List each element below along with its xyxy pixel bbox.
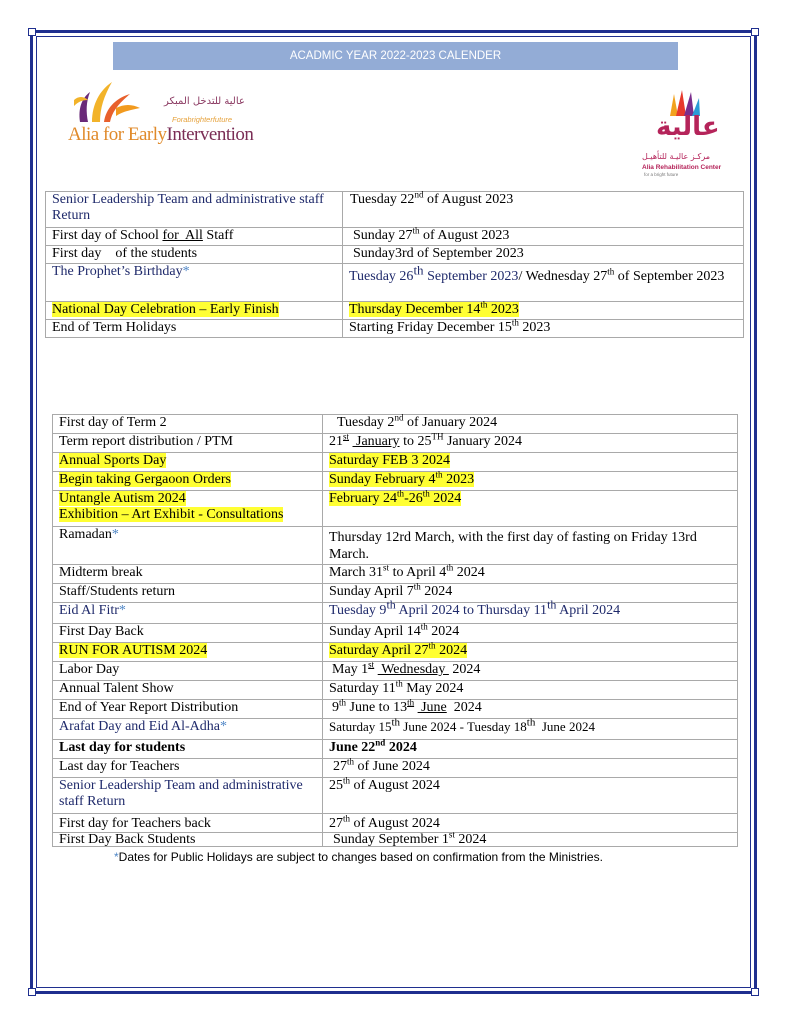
date-cell: 21st January to 25TH January 2024 xyxy=(323,434,738,453)
date-cell: May 1st Wednesday 2024 xyxy=(323,662,738,681)
alia-early-intervention-logo xyxy=(68,78,254,150)
date-cell: Sunday February 4th 2023 xyxy=(323,472,738,491)
date-cell: 25th of August 2024 xyxy=(323,778,738,814)
event-cell: Midterm break xyxy=(53,565,323,584)
event-cell xyxy=(53,643,323,662)
event-cell: Labor Day xyxy=(53,662,323,681)
corner-ornament xyxy=(28,988,36,996)
event-cell: Eid Al Fitr* xyxy=(53,603,323,624)
table-row xyxy=(46,246,744,264)
table-row xyxy=(53,434,738,453)
highlighted-event: Annual Sports Day xyxy=(59,453,167,468)
highlighted-event: Begin taking Gergaoon Orders xyxy=(59,472,231,487)
event-cell: Senior Leadership Team and administrative staff Return xyxy=(46,192,343,228)
event-cell: Last day for students xyxy=(53,740,323,759)
corner-ornament xyxy=(751,988,759,996)
table-row xyxy=(46,264,744,302)
logo-tagline: Forabrighterfuture xyxy=(172,115,233,124)
table-row xyxy=(53,681,738,700)
logo-wordmark-part-b: Intervention xyxy=(166,124,254,145)
date-cell: 27th of June 2024 xyxy=(323,759,738,778)
event-cell: End of Year Report Distribution xyxy=(53,700,323,719)
logo-arabic-name: عالية xyxy=(656,112,720,142)
table-row xyxy=(46,320,744,338)
date-cell: Sunday 27th of August 2023 xyxy=(343,228,744,246)
event-cell: Arafat Day and Eid Al-Adha* xyxy=(53,719,323,740)
table-row xyxy=(53,453,738,472)
event-cell: The Prophet’s Birthday* xyxy=(46,264,343,302)
logo-english-subtitle: Alia Rehabilitation Center xyxy=(642,164,722,171)
public-holiday-footnote: *Dates for Public Holidays are subject to changes based on confirmation from the Ministries. xyxy=(114,850,603,864)
table-row xyxy=(53,527,738,565)
date-cell: Tuesday 26th September 2023/ Wednesday 27th of September 2023 xyxy=(343,264,744,302)
term1-calendar-table xyxy=(45,191,744,338)
table-row xyxy=(53,719,738,740)
table-row xyxy=(53,778,738,814)
date-cell: Saturday 15th June 2024 - Tuesday 18th June 2024 xyxy=(323,719,738,740)
event-cell: Term report distribution / PTM xyxy=(53,434,323,453)
table-row xyxy=(53,624,738,643)
event-cell: First day of the students xyxy=(46,246,343,264)
event-cell: Staff/Students return xyxy=(53,584,323,603)
page-title-banner: ACADMIC YEAR 2022-2023 CALENDER xyxy=(113,42,678,70)
date-cell: Sunday April 7th 2024 xyxy=(323,584,738,603)
corner-ornament xyxy=(28,28,36,36)
date-cell: Saturday 11th May 2024 xyxy=(323,681,738,700)
date-cell: Sunday3rd of September 2023 xyxy=(343,246,744,264)
date-cell: Sunday September 1st 2024 xyxy=(323,833,738,847)
table-row xyxy=(46,228,744,246)
date-cell: Saturday April 27th 2024 xyxy=(323,643,738,662)
logo-arabic-text: عالية للتدخل المبكر xyxy=(164,96,245,107)
highlighted-date: Saturday FEB 3 2024 xyxy=(329,453,450,468)
event-cell: End of Term Holidays xyxy=(46,320,343,338)
event-cell: Senior Leadership Team and administrative staff Return xyxy=(53,778,323,814)
table-row xyxy=(53,740,738,759)
logo-wordmark-part-a: Alia for Early xyxy=(68,124,167,145)
date-cell: June 22nd 2024 xyxy=(323,740,738,759)
date-cell: Sunday April 14th 2024 xyxy=(323,624,738,643)
event-cell: First Day Back Students xyxy=(53,833,323,847)
logo-arabic-subtitle: مركـز عاليـة للتأهيـل xyxy=(642,152,711,161)
table-row xyxy=(53,759,738,778)
date-cell: 27th of August 2024 xyxy=(323,814,738,833)
table-row xyxy=(46,302,744,320)
date-cell: 9th June to 13th June 2024 xyxy=(323,700,738,719)
highlighted-event: National Day Celebration – Early Finish xyxy=(52,302,279,317)
event-cell: Last day for Teachers xyxy=(53,759,323,778)
event-cell: First day for Teachers back xyxy=(53,814,323,833)
event-cell: First day of Term 2 xyxy=(53,415,323,434)
table-row xyxy=(53,472,738,491)
event-cell: Ramadan* xyxy=(53,527,323,565)
table-row xyxy=(53,814,738,833)
highlighted-event: RUN FOR AUTISM 2024 xyxy=(59,643,208,658)
corner-ornament xyxy=(751,28,759,36)
table-row xyxy=(53,833,738,847)
event-cell xyxy=(46,302,343,320)
table-row xyxy=(53,491,738,527)
event-cell xyxy=(53,453,323,472)
logo-wordmark xyxy=(68,124,253,146)
date-cell: Starting Friday December 15th 2023 xyxy=(343,320,744,338)
event-cell: First Day Back xyxy=(53,624,323,643)
event-cell: Annual Talent Show xyxy=(53,681,323,700)
table-row xyxy=(53,415,738,434)
event-cell xyxy=(53,472,323,491)
date-cell xyxy=(323,453,738,472)
date-cell: Tuesday 22nd of August 2023 xyxy=(343,192,744,228)
table-row xyxy=(53,643,738,662)
table-row xyxy=(53,603,738,624)
alia-rehabilitation-center-logo xyxy=(638,86,738,182)
date-cell: Thursday December 14th 2023 xyxy=(343,302,744,320)
date-cell: Thursday 12rd March, with the first day of fasting on Friday 13rd March. xyxy=(323,527,738,565)
date-cell: February 24th-26th 2024 xyxy=(323,491,738,527)
date-cell: Tuesday 9th April 2024 to Thursday 11th April 2024 xyxy=(323,603,738,624)
table-row xyxy=(46,192,744,228)
logo-slogan: for a bright future xyxy=(644,172,679,177)
brush-strokes-icon xyxy=(72,78,142,124)
date-cell: Tuesday 2nd of January 2024 xyxy=(323,415,738,434)
term2-calendar-table xyxy=(52,414,738,847)
event-cell: Untangle Autism 2024 Exhibition – Art Exhibit - Consultations xyxy=(53,491,323,527)
date-cell: March 31st to April 4th 2024 xyxy=(323,565,738,584)
event-cell: First day of School for All Staff xyxy=(46,228,343,246)
table-row xyxy=(53,700,738,719)
table-row xyxy=(53,565,738,584)
